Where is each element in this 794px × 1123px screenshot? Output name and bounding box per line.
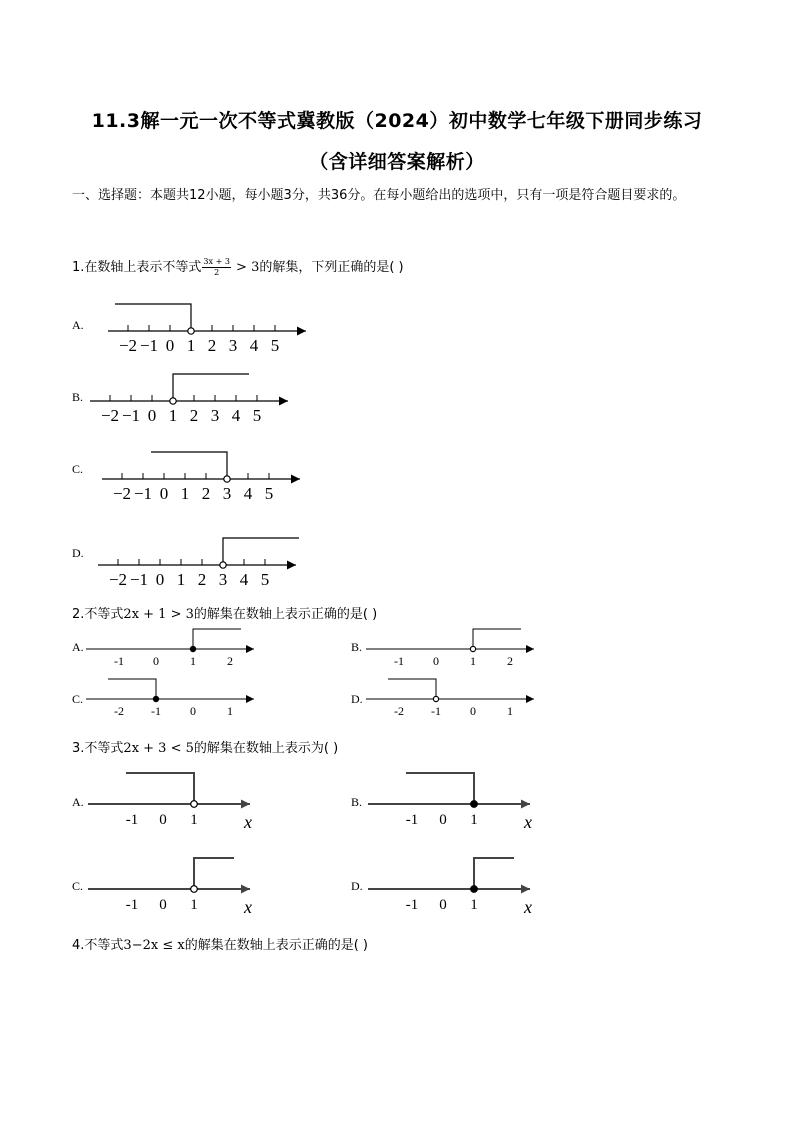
tick-label: −1	[133, 484, 153, 503]
q1-option-d-label[interactable]: D.	[72, 546, 84, 560]
question-1-inequality-tail: > 3	[231, 260, 260, 275]
tick-label: 5	[270, 336, 280, 355]
tick-label: 0	[153, 654, 159, 668]
question-4-number: 4.	[72, 938, 85, 953]
solution-bracket	[108, 679, 156, 699]
open-point	[170, 398, 176, 404]
tick-label: 0	[470, 704, 476, 718]
solution-bracket	[173, 374, 249, 401]
section-instructions: 一、选择题：本题共12小题，每小题3分，共36分。在每小题给出的选项中，只有一项是符合题目要求的。	[72, 188, 686, 203]
tick-label: 3	[218, 570, 228, 589]
question-3-number: 3.	[72, 741, 85, 756]
open-point	[224, 476, 230, 482]
tick-label: −2	[118, 336, 138, 355]
q2-option-a-number-line[interactable]	[86, 626, 266, 676]
tick-label: −1	[139, 336, 159, 355]
document-title: 11.3解一元一次不等式冀教版（2024）初中数学七年级下册同步练习	[91, 110, 703, 132]
tick-label: 1	[186, 336, 196, 355]
tick-label: -1	[431, 704, 441, 718]
solution-bracket	[151, 452, 227, 479]
tick-label: 2	[207, 336, 217, 355]
q2-option-d-number-line[interactable]	[366, 676, 546, 726]
q2-option-b-label[interactable]: B.	[351, 640, 363, 654]
q2-option-b-number-line[interactable]	[366, 626, 546, 676]
solution-bracket	[193, 629, 241, 649]
question-1	[72, 256, 404, 278]
closed-point	[190, 646, 195, 651]
tick-label: 3	[228, 336, 238, 355]
tick-label: 1	[507, 704, 513, 718]
question-3-suffix: 的解集在数轴上表示为( )	[193, 741, 339, 756]
axis-variable-label: x	[524, 897, 532, 917]
q3-option-b-number-line[interactable]	[368, 768, 558, 838]
tick-label: 0	[433, 654, 439, 668]
tick-label: 2	[201, 484, 211, 503]
solution-bracket	[115, 304, 191, 331]
tick-label: −2	[100, 406, 120, 425]
q3-option-a-label[interactable]: A.	[72, 795, 84, 809]
axis-variable-label: x	[244, 897, 252, 917]
axis-arrow	[291, 475, 300, 484]
tick-label: 4	[231, 406, 241, 425]
question-1-number: 1.	[72, 260, 85, 275]
tick-label: −1	[129, 570, 149, 589]
tick-label: 2	[227, 654, 233, 668]
question-2-prefix: 不等式	[84, 607, 124, 622]
open-point	[191, 886, 198, 893]
tick-label: 0	[439, 812, 447, 828]
tick-label: −1	[121, 406, 141, 425]
axis-arrow	[297, 327, 306, 336]
solution-bracket	[388, 679, 436, 699]
tick-label: 2	[507, 654, 513, 668]
solution-bracket	[473, 629, 521, 649]
axis-variable-label: x	[524, 812, 532, 832]
question-2-number: 2.	[72, 607, 85, 622]
solution-bracket	[194, 858, 234, 889]
tick-label: 0	[147, 406, 157, 425]
q1-option-a-label[interactable]: A.	[72, 318, 84, 332]
q3-option-a-number-line[interactable]	[88, 768, 278, 838]
axis-arrow	[241, 800, 250, 809]
q2-option-d-label[interactable]: D.	[351, 692, 363, 706]
tick-label: 0	[159, 484, 169, 503]
q3-option-c-number-line[interactable]	[88, 853, 278, 923]
fraction-denominator: 2	[214, 268, 220, 277]
q1-option-c-label[interactable]: C.	[72, 462, 84, 476]
tick-label: 0	[159, 812, 167, 828]
q3-option-d-number-line[interactable]	[368, 853, 558, 923]
closed-point	[153, 696, 158, 701]
tick-label: 2	[197, 570, 207, 589]
q2-option-a-label[interactable]: A.	[72, 640, 84, 654]
document-subtitle: （含详细答案解析）	[309, 151, 485, 173]
tick-label: 5	[264, 484, 274, 503]
tick-label: 1	[180, 484, 190, 503]
axis-variable-label: x	[244, 812, 252, 832]
question-4-inequality: 3−2x ≤ x	[123, 938, 185, 953]
tick-label: -1	[114, 654, 124, 668]
question-4	[72, 934, 368, 953]
axis-arrow	[241, 885, 250, 894]
axis-arrow	[526, 645, 534, 653]
tick-label: 1	[470, 812, 478, 828]
q1-option-c-number-line[interactable]	[102, 448, 322, 508]
q3-option-c-label[interactable]: C.	[72, 879, 84, 893]
fraction-numerator: 3x + 3	[203, 257, 230, 266]
q3-option-d-label[interactable]: D.	[351, 879, 363, 893]
question-4-prefix: 不等式	[84, 938, 124, 953]
axis-arrow	[246, 695, 254, 703]
q3-option-b-label[interactable]: B.	[351, 795, 363, 809]
tick-label: 4	[249, 336, 259, 355]
tick-label: 3	[222, 484, 232, 503]
solution-bracket	[474, 858, 514, 889]
open-point	[220, 562, 226, 568]
question-3-inequality: 2x + 3 < 5	[123, 741, 194, 756]
tick-label: 1	[470, 897, 478, 913]
q2-option-c-label[interactable]: C.	[72, 692, 84, 706]
solution-bracket	[126, 773, 194, 804]
question-1-fraction	[202, 257, 230, 278]
tick-label: −2	[108, 570, 128, 589]
question-4-suffix: 的解集在数轴上表示正确的是( )	[184, 938, 368, 953]
tick-label: 1	[470, 654, 476, 668]
question-2-suffix: 的解集在数轴上表示正确的是( )	[193, 607, 378, 622]
question-1-suffix: 的解集，下列正确的是( )	[259, 260, 404, 275]
tick-label: 2	[189, 406, 199, 425]
open-point	[188, 328, 194, 334]
tick-label: -2	[114, 704, 124, 718]
tick-label: -1	[125, 812, 139, 828]
axis-arrow	[521, 800, 530, 809]
tick-label: -2	[394, 704, 404, 718]
tick-label: 0	[439, 897, 447, 913]
tick-label: -1	[405, 897, 419, 913]
tick-label: 4	[239, 570, 249, 589]
tick-label: 1	[190, 897, 198, 913]
axis-arrow	[246, 645, 254, 653]
open-point	[433, 696, 438, 701]
question-2-inequality: 2x + 1 > 3	[123, 607, 194, 622]
q1-option-a-number-line[interactable]	[108, 300, 328, 360]
open-point	[191, 801, 198, 808]
tick-label: −2	[112, 484, 132, 503]
q1-option-b-number-line[interactable]	[90, 370, 310, 430]
question-2	[72, 603, 377, 622]
tick-label: 1	[176, 570, 186, 589]
axis-arrow	[287, 561, 296, 570]
tick-label: 5	[260, 570, 270, 589]
question-3	[72, 737, 338, 756]
question-3-prefix: 不等式	[84, 741, 124, 756]
q1-option-b-label[interactable]: B.	[72, 390, 84, 404]
tick-label: -1	[405, 812, 419, 828]
solution-bracket	[406, 773, 474, 804]
tick-label: 0	[190, 704, 196, 718]
tick-label: 0	[165, 336, 175, 355]
tick-label: 1	[227, 704, 233, 718]
tick-label: 4	[243, 484, 253, 503]
tick-label: -1	[125, 897, 139, 913]
tick-label: 0	[159, 897, 167, 913]
axis-arrow	[526, 695, 534, 703]
tick-label: 5	[252, 406, 262, 425]
question-1-prefix: 在数轴上表示不等式	[84, 260, 202, 275]
tick-label: 0	[155, 570, 165, 589]
closed-point	[471, 886, 478, 893]
tick-label: 1	[168, 406, 178, 425]
tick-label: -1	[151, 704, 161, 718]
axis-arrow	[521, 885, 530, 894]
axis-arrow	[279, 397, 288, 406]
closed-point	[471, 801, 478, 808]
q2-option-c-number-line[interactable]	[86, 676, 266, 726]
tick-label: 3	[210, 406, 220, 425]
tick-label: -1	[394, 654, 404, 668]
tick-label: 1	[190, 812, 198, 828]
tick-label: 1	[190, 654, 196, 668]
open-point	[470, 646, 475, 651]
q1-option-d-number-line[interactable]	[98, 534, 318, 594]
